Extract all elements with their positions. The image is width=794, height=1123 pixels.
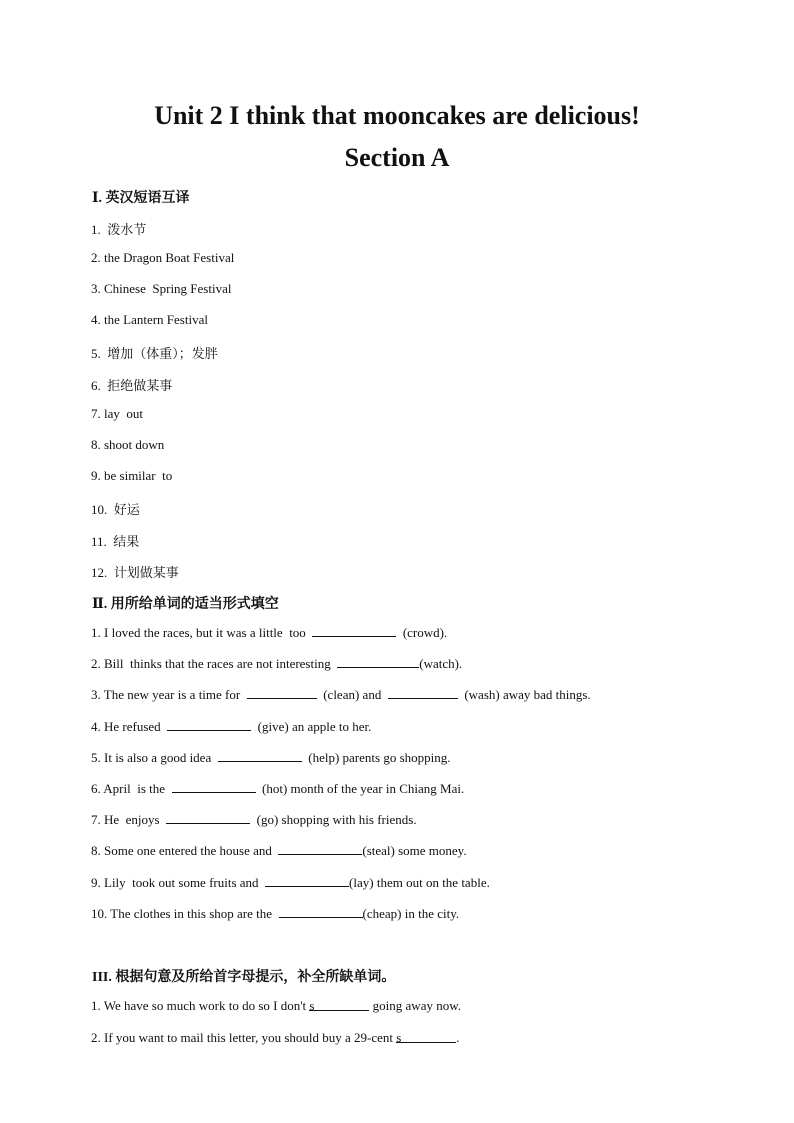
answer-blank[interactable] (167, 718, 251, 731)
fill-blank-item: 4. He refused (give) an apple to her. (91, 719, 372, 734)
section-2-heading: Ⅱ. 用所给单词的适当形式填空 (92, 597, 279, 612)
answer-blank[interactable] (337, 655, 419, 668)
fill-blank-item: 7. He enjoys (go) shopping with his friends. (91, 812, 417, 827)
answer-blank[interactable] (265, 874, 349, 887)
fill-blank-item: 3. The new year is a time for (clean) and (wash) away bad things. (91, 687, 591, 702)
word-completion-item: 2. If you want to mail this letter, you should buy a 29-cent s . (91, 1030, 460, 1045)
answer-blank[interactable] (312, 624, 396, 637)
fill-blank-item: 6. April is the (hot) month of the year in Chiang Mai. (91, 781, 465, 796)
word-completion-item: 1. We have so much work to do so I don't s going away now. (91, 998, 462, 1013)
phrase-item: 3. Chinese Spring Festival (91, 281, 232, 296)
section-1-heading: Ⅰ. 英汉短语互译 (92, 191, 190, 206)
answer-blank[interactable] (279, 905, 363, 918)
answer-blank[interactable]: s (309, 998, 369, 1011)
phrase-item: 4. the Lantern Festival (91, 312, 208, 327)
phrase-item: 6. 拒绝做某事 (91, 378, 173, 393)
answer-blank[interactable] (278, 842, 362, 855)
phrase-item: 7. lay out (91, 406, 143, 421)
phrase-item: 5. 增加（体重）；发胖 (91, 346, 218, 361)
fill-blank-item: 9. Lily took out some fruits and (lay) them out on the table. (91, 875, 490, 890)
fill-blank-item: 2. Bill thinks that the races are not interesting (watch). (91, 656, 463, 671)
answer-blank[interactable] (218, 749, 302, 762)
fill-blank-item: 1. I loved the races, but it was a little too (crowd). (91, 625, 448, 640)
section-3-heading: III. 根据句意及所给首字母提示，补全所缺单词。 (92, 970, 396, 985)
page-title: Unit 2 I think that mooncakes are delicious! (154, 101, 640, 130)
answer-blank[interactable] (166, 811, 250, 824)
fill-blank-item: 5. It is also a good idea (help) parents go shopping. (91, 750, 451, 765)
answer-blank[interactable] (247, 686, 317, 699)
answer-blank[interactable] (172, 780, 256, 793)
phrase-item: 11. 结果 (91, 534, 140, 549)
phrase-item: 8. shoot down (91, 437, 165, 452)
phrase-item: 1. 泼水节 (91, 222, 147, 237)
phrase-item: 10. 好运 (91, 502, 140, 517)
section-subtitle: Section A (344, 143, 450, 172)
phrase-item: 12. 计划做某事 (91, 565, 179, 580)
answer-blank[interactable]: s (396, 1030, 456, 1043)
answer-blank[interactable] (388, 686, 458, 699)
phrase-item: 9. be similar to (91, 468, 173, 483)
fill-blank-item: 10. The clothes in this shop are the (cheap) in the city. (91, 906, 460, 921)
fill-blank-item: 8. Some one entered the house and (steal) some money. (91, 843, 467, 858)
phrase-item: 2. the Dragon Boat Festival (91, 250, 235, 265)
